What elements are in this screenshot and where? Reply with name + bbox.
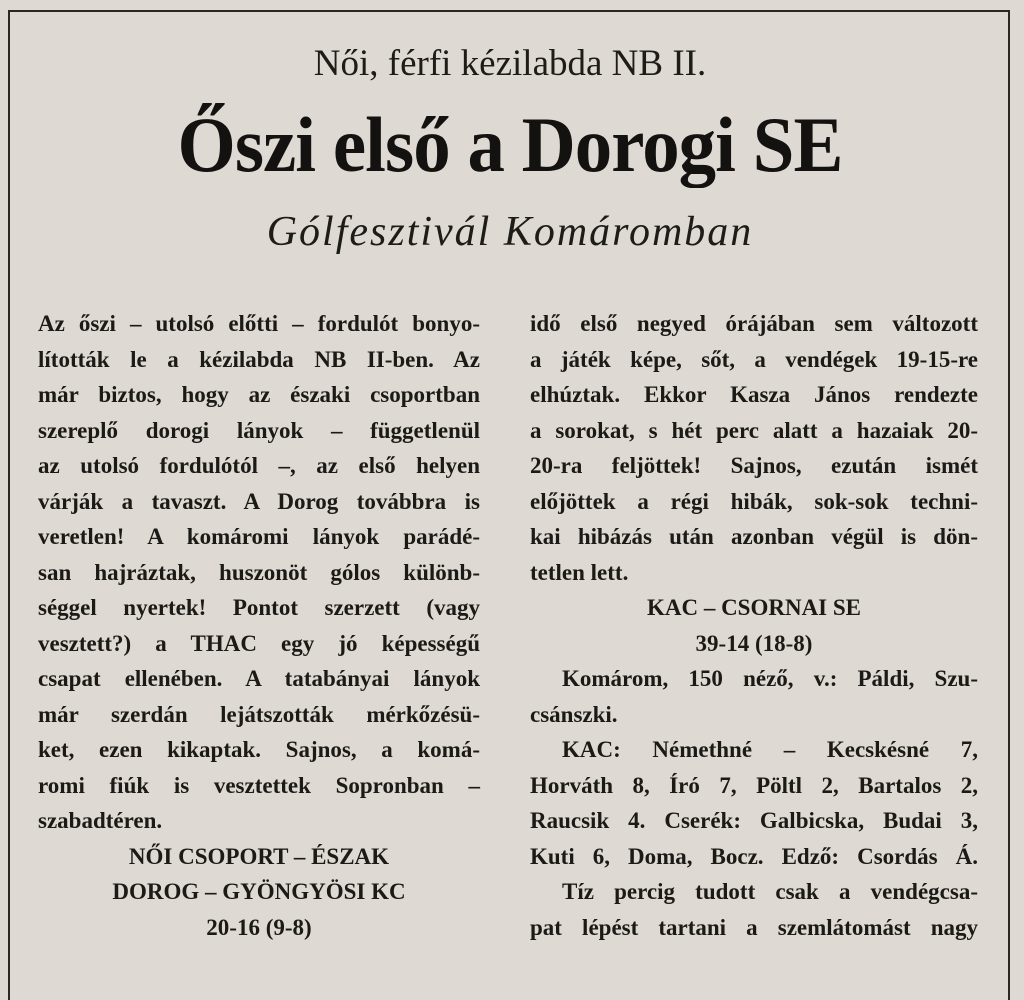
text-line: a játék képe, sőt, a vendégek 19-15-re <box>530 346 978 372</box>
left-text-column <box>38 306 480 945</box>
text-line: elhúztak. Ekkor Kasza János rendezte <box>530 382 978 407</box>
text-line: NŐI CSOPORT – ÉSZAK <box>128 843 390 869</box>
text-line: 20-ra feljöttek! Sajnos, ezután ismét <box>530 453 978 478</box>
text-line: DOROG – GYÖNGYÖSI KC <box>112 879 406 904</box>
article-subhead: Gólfesztivál Komáromban <box>266 209 754 255</box>
text-line: már biztos, hogy az északi csoportban <box>38 382 480 407</box>
text-line: tetlen lett. <box>530 559 629 585</box>
text-line: előjöttek a régi hibák, sok-sok techni- <box>530 488 978 514</box>
text-line: veretlen! A komáromi lányok parádé- <box>38 524 480 549</box>
text-line: romi fiúk is vesztettek Sopronban – <box>38 772 480 798</box>
text-line: san hajráztak, huszonöt gólos különb- <box>38 559 480 585</box>
text-line: séggel nyertek! Pontot szerzett (vagy <box>38 595 480 620</box>
text-line: Komárom, 150 néző, v.: Páldi, Szu- <box>562 666 978 691</box>
text-line: csapat ellenében. A tatabányai lányok <box>38 666 480 691</box>
text-line: KAC – CSORNAI SE <box>646 595 862 620</box>
text-line: Az őszi – utolsó előtti – fordulót bonyo- <box>38 311 480 336</box>
text-line: az utolsó fordulótól –, az első helyen <box>38 453 480 478</box>
text-line: várják a tavaszt. A Dorog továbbra is <box>38 488 480 514</box>
text-line: Raucsik 4. Cserék: Galbicska, Budai 3, <box>530 808 978 833</box>
text-line: szabadtéren. <box>38 808 163 833</box>
text-line: csánszki. <box>530 701 618 727</box>
text-line: Kuti 6, Doma, Bocz. Edző: Csordás Á. <box>530 843 978 869</box>
text-line: pat lépést tartani a szemlátomást nagy <box>530 914 978 940</box>
text-line: ket, ezen kikaptak. Sajnos, a komá- <box>38 737 480 762</box>
text-line: a sorokat, s hét perc alatt a hazaiak 20- <box>530 417 978 443</box>
text-line: szereplő dorogi lányok – függetlenül <box>38 417 480 443</box>
text-line: lították le a kézilabda NB II-ben. Az <box>38 346 480 372</box>
article-headline: Őszi első a Dorogi SE <box>177 101 843 188</box>
text-line: 39-14 (18-8) <box>695 630 813 656</box>
text-line: KAC: Némethné – Kecskésné 7, <box>562 737 978 762</box>
text-line: már szerdán lejátszották mérkőzésü- <box>38 701 480 727</box>
article-kicker: Női, férfi kézilabda NB II. <box>313 43 707 84</box>
text-line: 20-16 (9-8) <box>206 914 312 940</box>
text-line: kai hibázás után azonban végül is dön- <box>530 524 978 549</box>
text-line: Horváth 8, Író 7, Pöltl 2, Bartalos 2, <box>530 772 978 798</box>
text-line: vesztett?) a THAC egy jó képességű <box>38 630 480 656</box>
right-text-column <box>530 306 978 945</box>
text-line: Tíz percig tudott csak a vendégcsa- <box>562 879 978 904</box>
text-line: idő első negyed órájában sem változott <box>530 311 978 336</box>
